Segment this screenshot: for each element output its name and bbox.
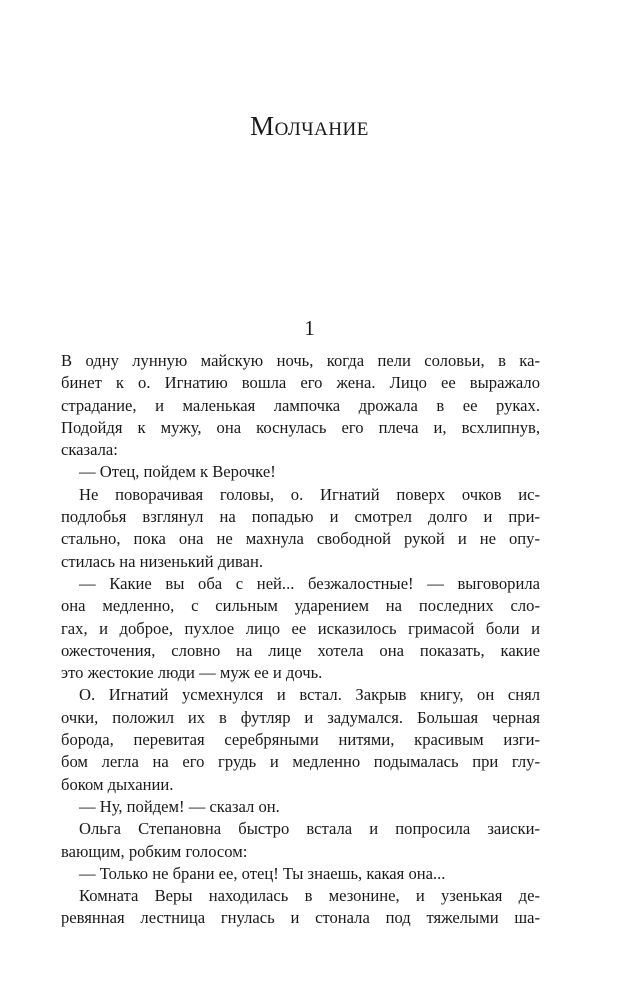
- text-line: Комната Веры находилась в мезонине, и узенькая де-: [79, 886, 540, 906]
- text-line: Не поворачивая головы, о. Игнатий поверх очков ис-: [79, 484, 540, 504]
- text-line: вающим, робким голосом:: [61, 841, 248, 861]
- story-text: [61, 350, 540, 930]
- text-line: — Отец, пойдем к Верочке!: [79, 462, 276, 482]
- text-line: Ольга Степановна быстро встала и попросила заиски-: [79, 819, 540, 839]
- text-line: стилась на низенький диван.: [61, 551, 264, 571]
- text-line: стально, пока она не махнула свободной рукой и не опу-: [61, 529, 540, 549]
- text-line: страдание, и маленькая лампочка дрожала в ее руках.: [61, 395, 540, 415]
- text-line: она медленно, с сильным ударением на последних сло-: [61, 596, 540, 616]
- text-line: — Какие вы оба с ней... безжалостные! — выговорила: [79, 573, 540, 593]
- story-title: Молчание: [250, 111, 369, 141]
- text-line: ревянная лестница гнулась и стонала под тяжелыми ша-: [61, 908, 540, 928]
- text-line: — Только не брани ее, отец! Ты знаешь, какая она...: [79, 863, 446, 883]
- text-line: подлобья взглянул на попадью и смотрел долго и при-: [61, 507, 540, 527]
- text-line: гах, и доброе, пухлое лицо ее исказилось гримасой боли и: [61, 618, 540, 638]
- text-line: сказала:: [61, 440, 118, 460]
- text-line: очки, положил их в футляр и задумался. Большая черная: [61, 707, 540, 727]
- text-line: бинет к о. Игнатию вошла его жена. Лицо ее выражало: [61, 373, 540, 393]
- text-line: боком дыхании.: [61, 774, 174, 794]
- text-line: борода, перевитая серебряными нитями, красивым изги-: [61, 730, 540, 750]
- text-line: бом легла на его грудь и медленно подымалась при глу-: [61, 752, 540, 772]
- chapter-number: 1: [304, 316, 315, 340]
- text-line: ожесточения, словно на лице хотела она показать, какие: [61, 640, 540, 660]
- text-line: — Ну, пойдем! — сказал он.: [79, 796, 280, 816]
- text-line: О. Игнатий усмехнулся и встал. Закрыв книгу, он снял: [79, 685, 540, 705]
- text-line: это жестокие люди — муж ее и дочь.: [61, 663, 323, 683]
- text-line: В одну лунную майскую ночь, когда пели соловьи, в ка-: [61, 351, 540, 370]
- text-line: Подойдя к мужу, она коснулась его плеча и, всхлипнув,: [61, 417, 540, 437]
